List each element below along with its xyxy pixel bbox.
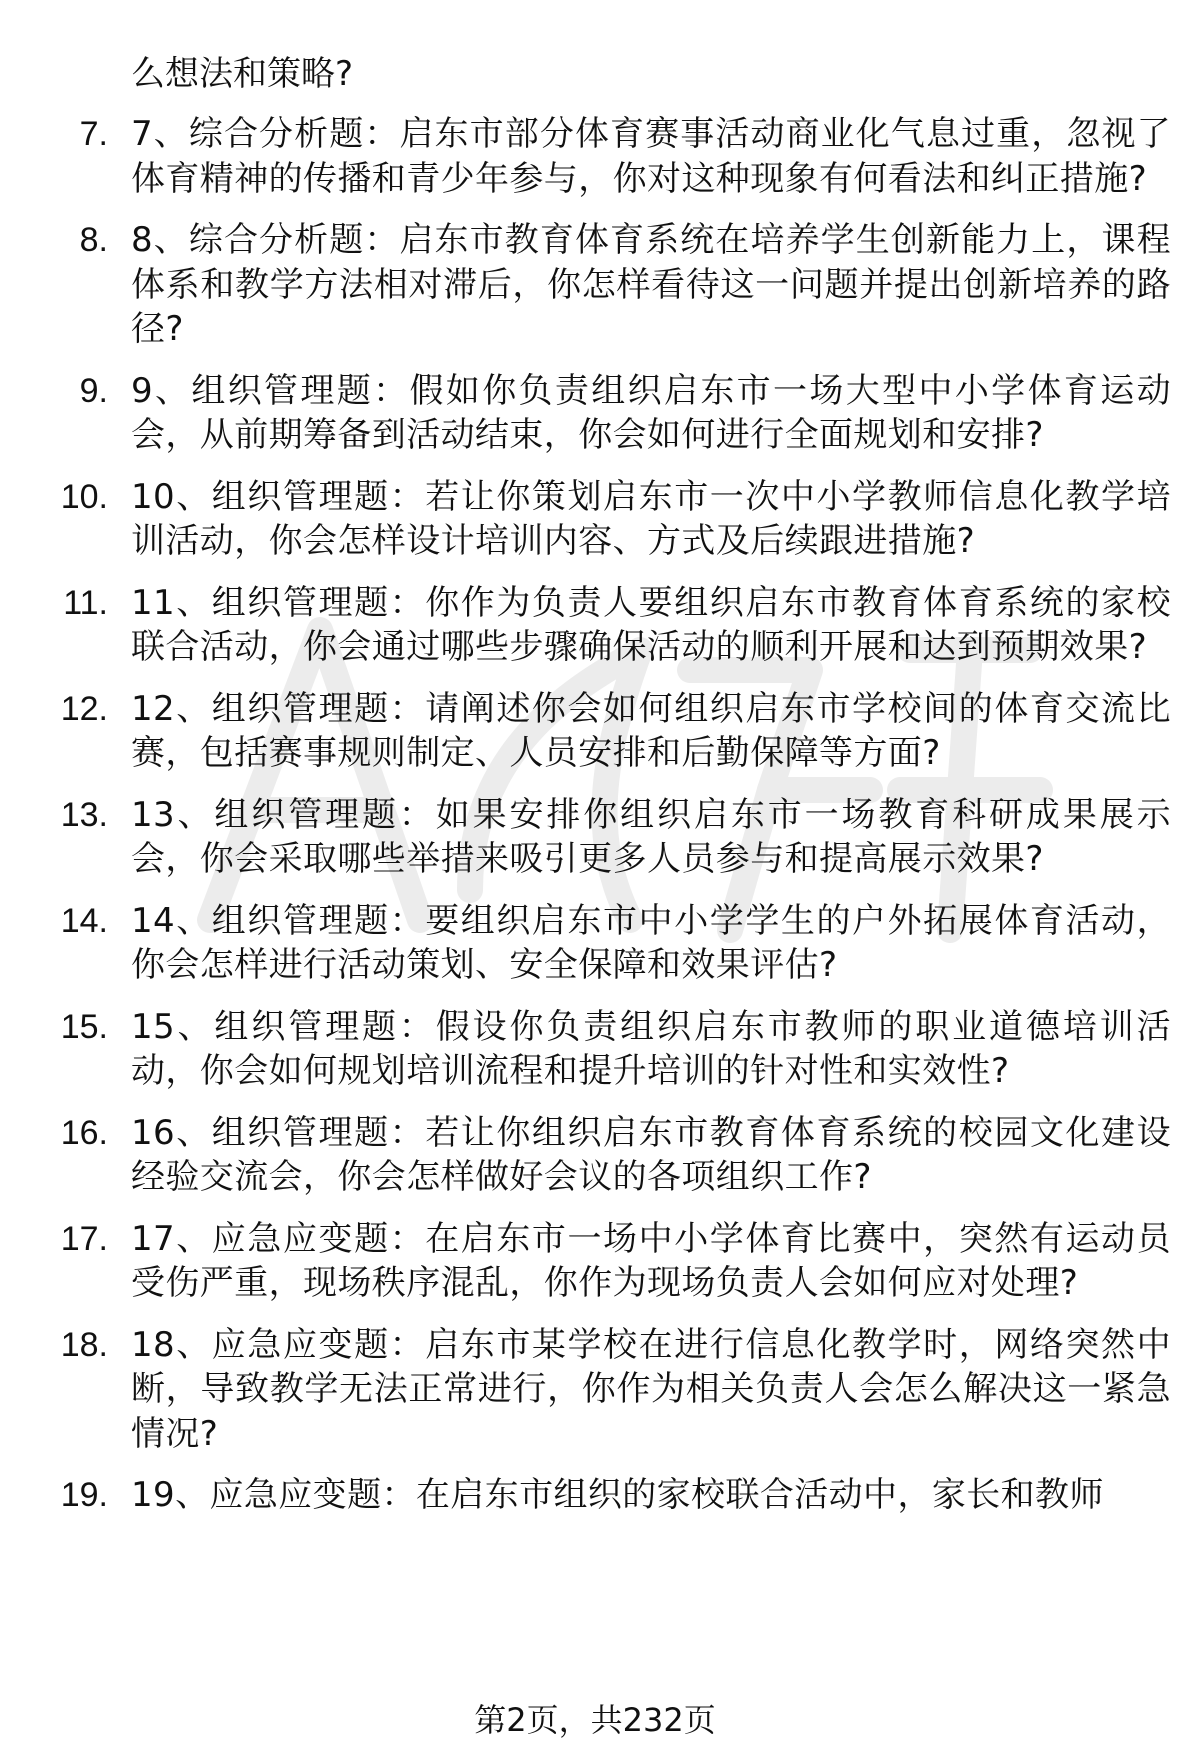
question-item (0, 581, 1190, 670)
question-item (0, 218, 1190, 352)
question-item (0, 1111, 1190, 1200)
question-number: 7. (79, 115, 108, 153)
question-text: 13、组织管理题：如果安排你组织启东市一场教育科研成果展示会，你会采取哪些举措来吸引更多人员参与和提高展示效果? (131, 794, 1171, 879)
question-number: 13. (60, 795, 108, 834)
question-number: 14. (60, 901, 108, 940)
question-number: 9. (79, 371, 108, 410)
question-item (0, 687, 1190, 776)
question-item (0, 475, 1190, 564)
question-item (0, 1473, 1190, 1518)
question-text: 16、组织管理题：若让你组织启东市教育体育系统的校园文化建设经验交流会，你会怎样做好会议的各项组织工作? (131, 1112, 1171, 1197)
question-text: 7、综合分析题：启东市部分体育赛事活动商业化气息过重，忽视了体育精神的传播和青少年参与，你对这种现象有何看法和纠正措施? (131, 114, 1171, 199)
question-item (0, 1217, 1190, 1306)
question-text: 9、组织管理题：假如你负责组织启东市一场大型中小学体育运动会，从前期筹备到活动结束，你会如何进行全面规划和安排? (131, 370, 1171, 455)
question-list (0, 112, 1190, 1535)
question-text: 15、组织管理题：假设你负责组织启东市教师的职业道德培训活动，你会如何规划培训流程和提升培训的针对性和实效性? (131, 1006, 1171, 1091)
question-item (0, 899, 1190, 988)
question-text: 17、应急应变题：在启东市一场中小学体育比赛中，突然有运动员受伤严重，现场秩序混乱，你作为现场负责人会如何应对处理? (131, 1218, 1171, 1303)
question-number: 17. (60, 1219, 108, 1258)
question-item (0, 112, 1190, 201)
question-text: 11、组织管理题：你作为负责人要组织启东市教育体育系统的家校联合活动，你会通过哪些步骤确保活动的顺利开展和达到预期效果? (131, 582, 1171, 667)
question-number: 19. (60, 1476, 108, 1514)
question-text: 8、综合分析题：启东市教育体育系统在培养学生创新能力上，课程体系和教学方法相对滞后，你怎样看待这一问题并提出创新培养的路径? (131, 220, 1171, 349)
question-item (0, 793, 1190, 882)
question-text: 18、应急应变题：启东市某学校在进行信息化教学时，网络突然中断，导致教学无法正常进行，你作为相关负责人会怎么解决这一紧急情况? (131, 1324, 1171, 1454)
question-item (0, 1005, 1190, 1094)
question-number: 11. (63, 583, 108, 622)
question-number: 18. (60, 1325, 108, 1364)
question-number: 12. (60, 689, 108, 728)
question-number: 15. (60, 1007, 108, 1046)
page-number-footer: 第2页，共232页 (474, 1701, 716, 1739)
question-text: 10、组织管理题：若让你策划启东市一次中小学教师信息化教学培训活动，你会怎样设计培训内容、方式及后续跟进措施? (131, 476, 1171, 561)
question-number: 10. (60, 477, 108, 516)
question-text: 19、应急应变题：在启东市组织的家校联合活动中，家长和教师 (131, 1475, 1104, 1515)
question-item (0, 369, 1190, 458)
question-number: 16. (60, 1113, 108, 1152)
continued-question-text: 么想法和策略? (131, 54, 354, 94)
question-number: 8. (79, 221, 108, 259)
question-text: 12、组织管理题：请阐述你会如何组织启东市学校间的体育交流比赛，包括赛事规则制定、人员安排和后勤保障等方面? (131, 688, 1171, 773)
question-text: 14、组织管理题：要组织启东市中小学学生的户外拓展体育活动，你会怎样进行活动策划、安全保障和效果评估? (131, 900, 1171, 985)
question-item (0, 1323, 1190, 1457)
